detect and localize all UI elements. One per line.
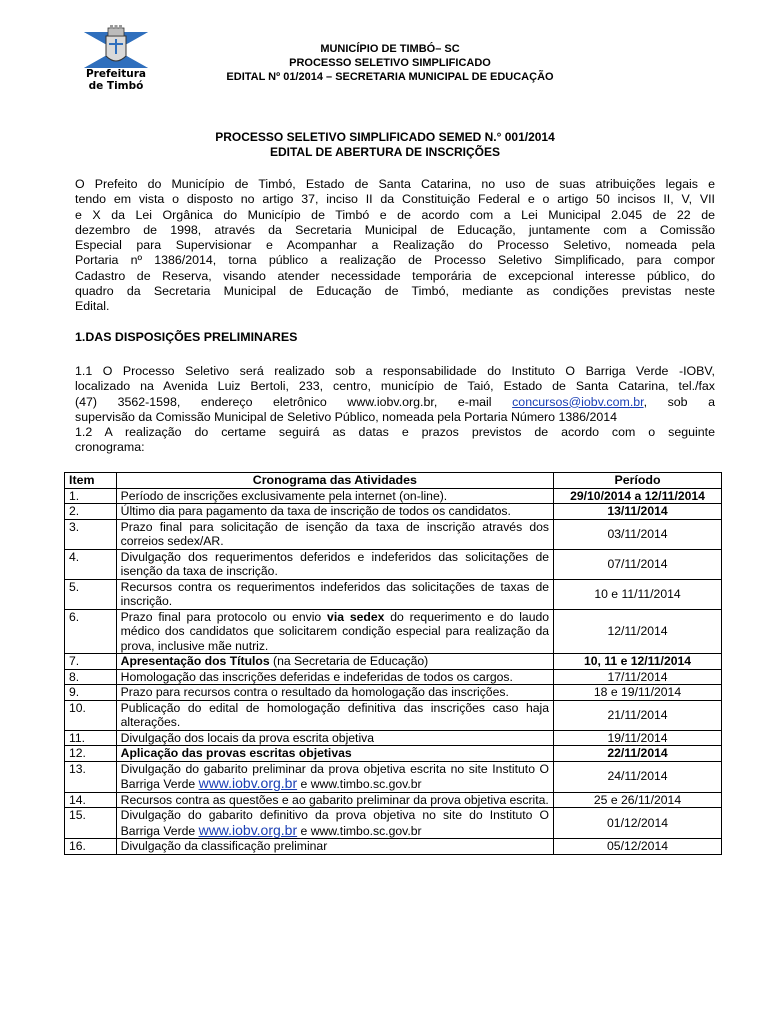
intro-line: Cadastro de Reserva, visando atender necessidade temporária de excepcional interesse público, do — [75, 268, 715, 283]
table-row — [65, 669, 722, 685]
table-row — [65, 685, 722, 701]
intro-line: Edital. — [75, 299, 110, 314]
paragraph-1-1 — [75, 364, 715, 456]
iobv-website-link[interactable]: www.iobv.org.br — [198, 775, 298, 791]
row-activity: Recursos contra os requerimentos indeferidos das solicitações de taxas de inscrição. — [116, 579, 553, 609]
table-row — [65, 579, 722, 609]
table-row — [65, 549, 722, 579]
row-activity: Aplicação das provas escritas objetivas — [116, 746, 553, 762]
intro-paragraph — [75, 177, 715, 315]
table-row — [65, 700, 722, 730]
header-edital: EDITAL Nº 01/2014 – SECRETARIA MUNICIPAL DE EDUCAÇÃO — [226, 71, 554, 83]
header-activity: Cronograma das Atividades — [116, 473, 553, 489]
row-item: 11. — [65, 730, 117, 746]
activity-text: do requerimento e do laudo médico dos candidatos que solicitarem condição especial para realização da prova, inclusive mãe nutriz. — [120, 609, 550, 653]
row-period: 17/11/2014 — [554, 669, 722, 685]
row-period: 24/11/2014 — [554, 761, 722, 792]
intro-line: tendo em vista o disposto no artigo 37, inciso II da Constituição Federal e o artigo 50 incisos II, V, VII — [75, 192, 715, 207]
intro-line: quadro da Secretaria Municipal de Educação de Timbó, mediante as condições previstas neste — [75, 284, 715, 299]
activity-text: Prazo final para protocolo ou envio — [120, 609, 328, 624]
p11-line — [75, 395, 715, 410]
row-item: 8. — [65, 669, 117, 685]
row-item: 6. — [65, 609, 117, 654]
p12-line: cronograma: — [75, 440, 145, 455]
row-activity: Prazo para recursos contra o resultado da homologação das inscrições. — [116, 685, 553, 701]
row-period: 03/11/2014 — [554, 519, 722, 549]
table-row — [65, 609, 722, 654]
row-activity: Divulgação dos locais da prova escrita objetiva — [116, 730, 553, 746]
table-row — [65, 488, 722, 504]
row-item: 10. — [65, 700, 117, 730]
document-titles — [80, 130, 690, 160]
row-item: 3. — [65, 519, 117, 549]
row-item: 16. — [65, 839, 117, 855]
row-period: 05/12/2014 — [554, 839, 722, 855]
table-header-row — [65, 473, 722, 489]
cronograma-table — [64, 472, 722, 855]
activity-bold: via sedex — [327, 609, 385, 624]
row-activity: Recursos contra as questões e ao gabarito preliminar da prova objetiva escrita. — [116, 792, 553, 808]
row-period: 07/11/2014 — [554, 549, 722, 579]
row-period: 25 e 26/11/2014 — [554, 792, 722, 808]
table-row — [65, 504, 722, 520]
row-period: 18 e 19/11/2014 — [554, 685, 722, 701]
coat-of-arms-icon — [84, 25, 148, 68]
activity-text: (na Secretaria de Educação) — [269, 654, 429, 668]
intro-line: O Prefeito do Município de Timbó, Estado de Santa Catarina, no uso de suas atribuições legais e — [75, 177, 715, 191]
title-edital: EDITAL DE ABERTURA DE INSCRIÇÕES — [269, 145, 500, 159]
table-row — [65, 519, 722, 549]
row-period: 29/10/2014 a 12/11/2014 — [554, 488, 722, 504]
activity-text: e www.timbo.sc.gov.br — [297, 777, 422, 791]
intro-line: Portaria nº 1386/2014, torna público a realização de Processo Seletivo Simplificado, para compor — [75, 253, 715, 268]
row-item: 13. — [65, 761, 117, 792]
header-period: Período — [554, 473, 722, 489]
row-period: 13/11/2014 — [554, 504, 722, 520]
iobv-website-link[interactable]: www.iobv.org.br — [198, 821, 298, 838]
row-period: 19/11/2014 — [554, 730, 722, 746]
activity-text: Divulgação do gabarito preliminar da prova objetiva escrita no site Instituto O Barriga Verde — [120, 761, 550, 791]
row-activity: Divulgação dos requerimentos deferidos e indeferidos das solicitações de isenção da taxa de inscrição. — [116, 549, 553, 579]
row-period: 12/11/2014 — [554, 609, 722, 654]
row-activity: Divulgação da classificação preliminar — [116, 839, 553, 855]
table-row — [65, 746, 722, 762]
table-row — [65, 808, 722, 839]
row-period: 10, 11 e 12/11/2014 — [554, 654, 722, 670]
table-row — [65, 792, 722, 808]
title-process: PROCESSO SELETIVO SIMPLIFICADO SEMED N.° 001/2014 — [215, 130, 555, 144]
p11-line: 1.1 O Processo Seletivo será realizado sob a responsabilidade do Instituto O Barriga Verde -IOBV, — [75, 364, 715, 378]
row-activity — [116, 761, 553, 792]
table-row — [65, 730, 722, 746]
header-municipality: MUNICÍPIO DE TIMBÓ– SC — [320, 43, 460, 55]
row-item: 1. — [65, 488, 117, 504]
row-item: 7. — [65, 654, 117, 670]
header-process: PROCESSO SELETIVO SIMPLIFICADO — [289, 57, 491, 69]
row-item: 5. — [65, 579, 117, 609]
row-item: 4. — [65, 549, 117, 579]
p12-line: 1.2 A realização do certame seguirá as datas e prazos previstos de acordo com o seguinte — [75, 425, 715, 440]
section-heading-preliminares: 1.DAS DISPOSIÇÕES PRELIMINARES — [75, 330, 298, 344]
activity-text: e www.timbo.sc.gov.br — [297, 823, 422, 838]
logo-caption-line2: de Timbó — [88, 80, 144, 92]
row-activity — [116, 609, 553, 654]
header-item: Item — [65, 473, 117, 489]
row-period: 01/12/2014 — [554, 808, 722, 839]
p11-line: supervisão da Comissão Municipal de Seletivo Público, nomeada pela Portaria Número 1386/2014 — [75, 409, 618, 424]
row-item: 9. — [65, 685, 117, 701]
table-row — [65, 654, 722, 670]
row-period: 22/11/2014 — [554, 746, 722, 762]
p11-text: (47) 3562-1598, endereço eletrônico www.iobv.org.br, e-mail — [75, 394, 513, 409]
activity-bold: Apresentação dos Títulos — [120, 654, 270, 668]
document-header — [160, 42, 620, 84]
row-activity — [116, 654, 553, 670]
logo-caption-line1: Prefeitura — [85, 68, 147, 80]
p11-line: localizado na Avenida Luiz Bertoli, 233, centro, município de Taió, Estado de Santa Catarina, tel./fax — [75, 379, 715, 394]
row-activity: Homologação das inscrições deferidas e indeferidas de todos os cargos. — [116, 669, 553, 685]
row-period: 10 e 11/11/2014 — [554, 579, 722, 609]
row-period: 21/11/2014 — [554, 700, 722, 730]
intro-line: e X da Lei Orgânica do Município de Timbó e de acordo com a Lei Municipal 2.045 de 22 de — [75, 207, 715, 222]
row-activity: Publicação do edital de homologação definitiva das inscrições caso haja alterações. — [116, 700, 553, 730]
row-item: 2. — [65, 504, 117, 520]
p11-text: , sob a — [643, 394, 716, 409]
logo-caption — [76, 68, 156, 92]
table-row — [65, 839, 722, 855]
row-item: 15. — [65, 808, 117, 839]
table-row — [65, 761, 722, 792]
row-activity: Prazo final para solicitação de isenção da taxa de inscrição através dos correios sedex/AR. — [116, 519, 553, 549]
row-item: 12. — [65, 746, 117, 762]
activity-text: Divulgação do gabarito definitivo da prova objetiva no site do Instituto O Barriga Verde — [120, 808, 550, 838]
row-item: 14. — [65, 792, 117, 808]
row-activity — [116, 808, 553, 839]
intro-line: Especial para Supervisionar e Acompanhar a Realização do Processo Seletivo, nomeada pela — [75, 238, 715, 253]
email-link[interactable]: concursos@iobv.com.br — [512, 394, 644, 409]
row-activity: Período de inscrições exclusivamente pela internet (on-line). — [116, 488, 553, 504]
row-activity: Último dia para pagamento da taxa de inscrição de todos os candidatos. — [116, 504, 553, 520]
intro-line: dezembro de 1998, através da Secretaria Municipal de Educação, juntamente com a Comissão — [75, 222, 715, 237]
